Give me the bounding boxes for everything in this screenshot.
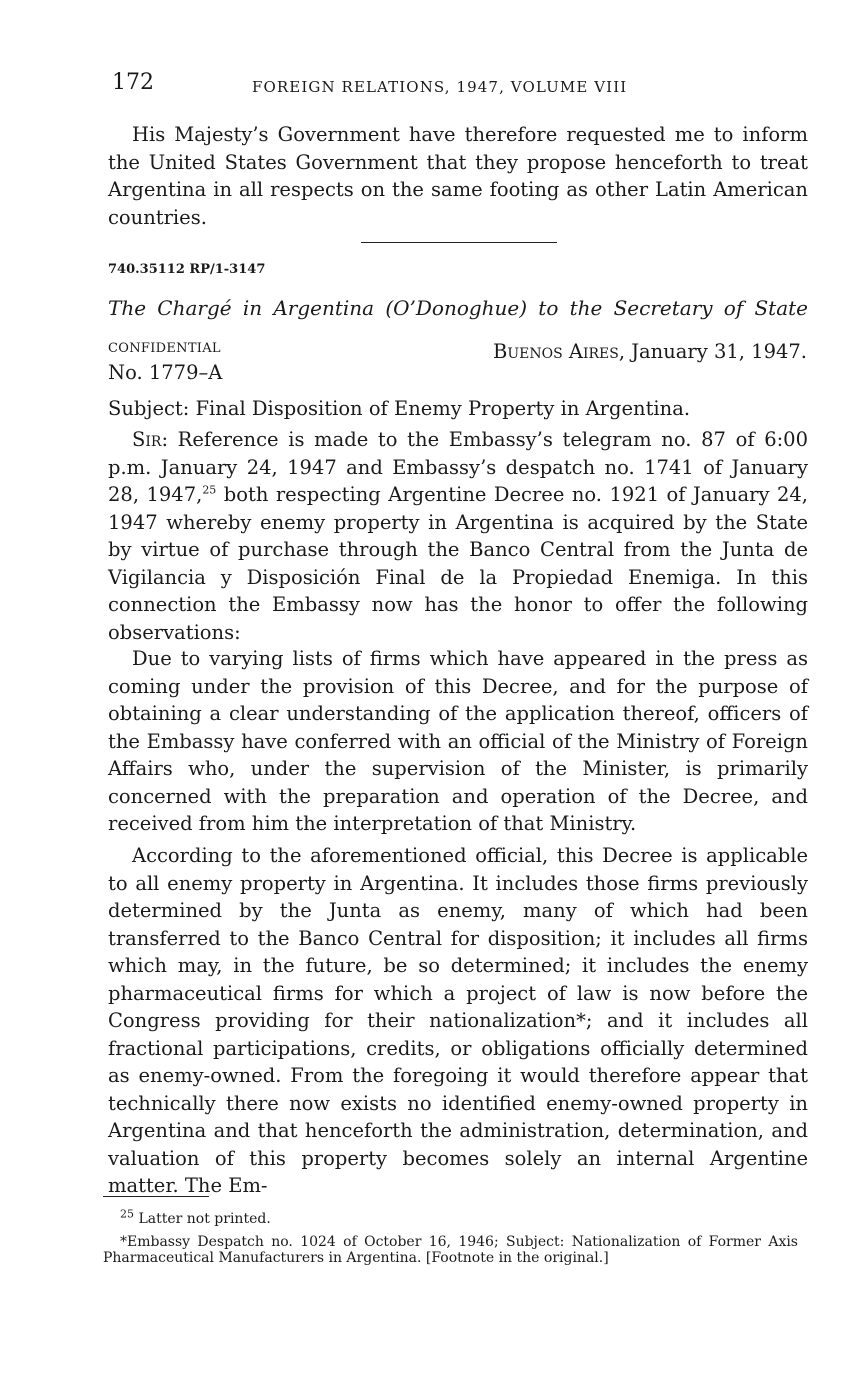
place: Buenos Aires <box>493 340 619 363</box>
paragraph-1 <box>108 426 808 646</box>
subject-line: Subject: Final Disposition of Enemy Property in Argentina. <box>108 397 691 420</box>
footnote-asterisk <box>103 1235 798 1266</box>
footnote-rule <box>103 1196 209 1197</box>
despatch-number: No. 1779–A <box>108 361 223 384</box>
paragraph-1-text-b: both respecting Argentine Decree no. 1921 of January 24, 1947 whereby enemy property in Argentina is acquired by the State by virtue of purchase through the Banco Central from the Junta de Vigilancia y Disposición Final de la Propiedad Enemiga. In this connection the Embassy now has the honor to offer the following observations: <box>108 483 808 644</box>
footnote-reference: 25 <box>202 483 217 497</box>
footnote-mark: 25 <box>120 1207 134 1221</box>
date: , January 31, 1947. <box>618 340 807 363</box>
place-date <box>493 340 807 363</box>
paragraph-3: According to the aforementioned official, this Decree is applicable to all enemy property in Argentina. It includes those firms previously determined by the Junta as enemy, many of which had been transferred to the Banco Central for disposition; it includes all firms which may, in the future, be so determined; it includes the enemy pharmaceutical firms for which a project of law is now before the Congress providing for their nationalization*; and it includes all fractional participations, credits, or obligations officially determined as enemy-owned. From the foregoing it would therefore appear that technically there now exists no identified enemy-owned property in Argentina and that henceforth the administration, determination, and valuation of this property becomes solely an internal Argentine matter. The Em- <box>108 844 808 1197</box>
section-divider <box>361 242 557 243</box>
paragraph-2: Due to varying lists of firms which have appeared in the press as coming under the provision of this Decree, and for the purpose of obtaining a clear understanding of the application thereof, officers of the Embassy have conferred with an official of the Ministry of Foreign Affairs who, under the supervision of the Minister, is primarily concerned with the preparation and operation of the Decree, and received from him the interpretation of that Ministry. <box>108 647 808 835</box>
document-title: The Chargé in Argentina (O’Donoghue) to the Secretary of State <box>108 296 808 320</box>
running-head: FOREIGN RELATIONS, 1947, VOLUME VIII <box>252 78 628 96</box>
file-number: 740.35112 RP/1-3147 <box>108 262 266 277</box>
salutation: Sir <box>132 428 162 451</box>
page-number: 172 <box>112 70 154 95</box>
page-header <box>108 70 808 100</box>
footnote-text: Latter not printed. <box>134 1211 271 1227</box>
footnote-25 <box>103 1207 798 1228</box>
classification-label: CONFIDENTIAL <box>108 341 221 356</box>
intro-paragraph: His Majesty’s Government have therefore requested me to inform the United States Government that they propose henceforth to treat Argentina in all respects on the same footing as other Latin American countries. <box>108 123 808 229</box>
paragraph-1-text-a: : Reference is made to the Embassy’s telegram no. 87 of 6:00 p.m. January 24, 1947 and Embassy’s despatch no. 1741 of January 28, 1947, <box>108 428 808 506</box>
footnote-text: *Embassy Despatch no. 1024 of October 16, 1946; Subject: Nationalization of Former Axis Pharmaceutical Manufacturers in Argentina. [Footnote in the original.] <box>103 1234 798 1266</box>
